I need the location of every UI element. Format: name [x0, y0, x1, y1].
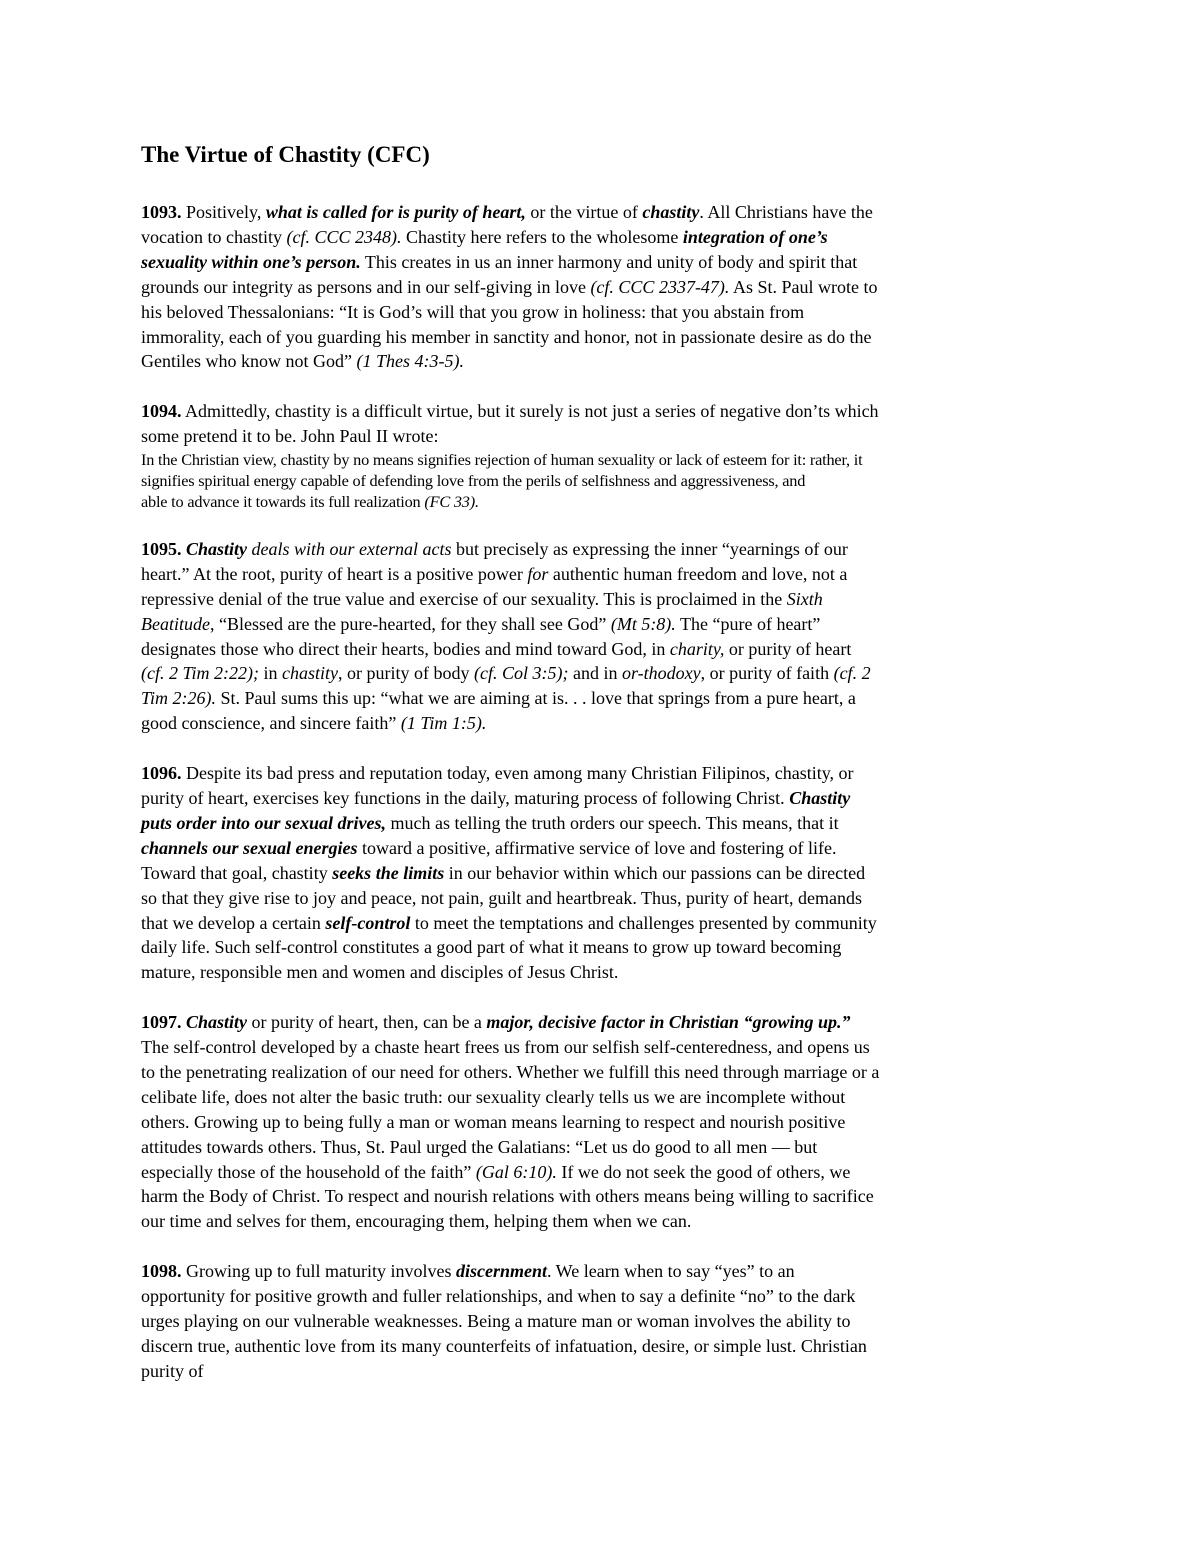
emphasis-text: sexuality within one’s person. — [141, 251, 361, 272]
body-text: Admittedly, chastity is a difficult virtue, but it surely is not just a series of negative don’ts which — [181, 401, 879, 422]
paragraph-1098 — [141, 1259, 1061, 1384]
text-line — [141, 200, 1061, 225]
body-text: The self-control developed by a chaste heart frees us from our selfish self-centeredness, and opens us — [141, 1037, 870, 1058]
text-line — [141, 300, 1061, 325]
body-text: Toward that goal, chastity — [141, 862, 333, 883]
text-line — [141, 1284, 1061, 1309]
text-line — [141, 836, 1061, 861]
body-text: and in — [568, 663, 622, 684]
body-text: designates those who direct their hearts, bodies and mind toward God, in — [141, 638, 670, 659]
text-line — [141, 811, 1061, 836]
paragraph-number: 1098. — [141, 1261, 182, 1282]
paragraph-number: 1095. — [141, 538, 182, 559]
citation-text: Beatitude — [141, 613, 210, 634]
citation-text: (Mt 5:8). — [610, 613, 676, 634]
citation-text: (FC 33). — [424, 492, 479, 512]
body-text: harm the Body of Christ. To respect and nourish relations with others means being willing to sacrifice — [141, 1186, 874, 1207]
body-text: so that they give rise to joy and peace, not pain, guilt and heartbreak. Thus, purity of heart, demands — [141, 887, 862, 908]
document-page — [141, 140, 1061, 1409]
body-text: or purity of heart, then, can be a — [247, 1012, 487, 1033]
body-text: , or purity of faith — [700, 663, 834, 684]
body-text: Growing up to full maturity involves — [181, 1261, 456, 1282]
citation-text: or-thodoxy — [621, 663, 701, 684]
citation-text: (cf. Col 3:5); — [473, 663, 569, 684]
body-text: others. Growing up to being fully a man or woman means learning to respect and nourish positive — [141, 1111, 846, 1132]
body-text: in — [258, 663, 282, 684]
body-text: , “Blessed are the pure-hearted, for they shall see God” — [209, 613, 611, 634]
body-text: Positively, — [181, 202, 266, 222]
paragraph-1097 — [141, 1010, 1061, 1234]
emphasis-text: Chastity — [186, 1012, 248, 1033]
body-text: that we develop a certain — [141, 912, 326, 933]
emphasis-text: seeks the limits — [332, 862, 445, 883]
text-line — [141, 761, 1061, 786]
paragraph-1094 — [141, 399, 1061, 512]
text-line — [141, 1160, 1061, 1185]
body-text: vocation to chastity — [141, 226, 287, 247]
document-body — [141, 200, 1061, 1384]
emphasis-text: integration of one’s — [682, 226, 828, 247]
emphasis-text: Chastity — [186, 538, 248, 559]
emphasis-text: puts order into our sexual drives, — [141, 812, 387, 833]
body-text: This creates in us an inner harmony and unity of body and spirit that — [360, 251, 858, 272]
citation-text: (1 Thes 4:3-5). — [356, 351, 464, 372]
body-text: purity of heart, exercises key functions in the daily, maturing process of following Christ. — [141, 787, 790, 808]
text-line — [141, 1035, 1061, 1060]
emphasis-text: Chastity — [789, 787, 851, 808]
citation-text: Tim 2:26). — [141, 688, 217, 709]
emphasis-text: what is called for is purity of heart, — [265, 202, 526, 222]
body-text: especially those of the household of the faith” — [141, 1161, 476, 1182]
text-line — [141, 325, 1061, 350]
text-line — [141, 1309, 1061, 1334]
text-line — [141, 491, 1061, 512]
text-line — [141, 587, 1061, 612]
text-line — [141, 1010, 1061, 1035]
document-title: The Virtue of Chastity (CFC) — [141, 142, 430, 167]
paragraph-number: 1096. — [141, 763, 182, 784]
body-text: In the Christian view, chastity by no means signifies rejection of human sexuality or lack of esteem for it: rather, it — [141, 450, 863, 470]
emphasis-text: major, decisive factor in Christian “growing up.” — [486, 1012, 851, 1033]
body-text: As St. Paul wrote to — [729, 276, 878, 297]
citation-text: charity, — [669, 638, 725, 659]
text-line — [141, 612, 1061, 637]
text-line — [141, 1060, 1061, 1085]
emphasis-text: self-control — [325, 912, 411, 933]
body-text: grounds our integrity as persons and in our self-giving in love — [141, 276, 591, 297]
body-text: purity of — [141, 1360, 204, 1381]
text-line — [141, 911, 1061, 936]
text-line — [141, 960, 1061, 985]
text-line — [141, 275, 1061, 300]
text-line — [141, 250, 1061, 275]
text-line — [141, 711, 1061, 736]
text-line — [141, 935, 1061, 960]
emphasis-text: chastity — [642, 202, 700, 222]
body-text: but precisely as expressing the inner “yearnings of our — [451, 538, 848, 559]
citation-text: (cf. 2 — [833, 663, 871, 684]
citation-text: (1 Tim 1:5). — [400, 713, 487, 734]
paragraph-number: 1093. — [141, 202, 182, 222]
citation-text: (cf. CCC 2337-47). — [590, 276, 730, 297]
body-text: in our behavior within which our passions can be directed — [444, 862, 866, 883]
text-line — [141, 1184, 1061, 1209]
body-text: heart.” At the root, purity of heart is a positive power — [141, 563, 528, 584]
text-line — [141, 661, 1061, 686]
text-line — [141, 1209, 1061, 1234]
block-quote — [141, 449, 1061, 512]
text-line — [141, 449, 1061, 470]
body-text: to the penetrating realization of our need for others. Whether we fulfill this need through marriage or a — [141, 1061, 880, 1082]
body-text: urges playing on our vulnerable weaknesses. Being a mature man or woman involves the ability to — [141, 1310, 851, 1331]
text-line — [141, 1085, 1061, 1110]
citation-text: (cf. CCC 2348). — [286, 226, 402, 247]
text-line — [141, 537, 1061, 562]
body-text: to meet the temptations and challenges presented by community — [410, 912, 877, 933]
body-text: discern true, authentic love from its many counterfeits of infatuation, desire, or simple lust. Christian — [141, 1335, 867, 1356]
body-text: The “pure of heart” — [675, 613, 821, 634]
text-line — [141, 399, 1061, 424]
body-text: , or purity of body — [338, 663, 474, 684]
text-line — [141, 470, 1061, 491]
body-text: his beloved Thessalonians: “It is God’s will that you grow in holiness: that you abstain from — [141, 301, 805, 322]
body-text: If we do not seek the good of others, we — [556, 1161, 851, 1182]
body-text: authentic human freedom and love, not a — [548, 563, 848, 584]
body-text: mature, responsible men and women and disciples of Jesus Christ. — [141, 962, 619, 983]
body-text: or the virtue of — [525, 202, 643, 222]
body-text: our time and selves for them, encouraging them, helping them when we can. — [141, 1211, 692, 1232]
text-line — [141, 349, 1061, 374]
body-text: toward a positive, affirmative service of love and fostering of life. — [357, 837, 837, 858]
body-text: daily life. Such self-control constitutes a good part of what it means to grow up toward becoming — [141, 937, 842, 958]
text-line — [141, 424, 1061, 449]
emphasis-text: discernment — [455, 1261, 547, 1282]
body-text: immorality, each of you guarding his member in sanctity and honor, not in passionate desire as do the — [141, 326, 872, 347]
text-line — [141, 1259, 1061, 1284]
citation-text: (cf. 2 Tim 2:22); — [141, 663, 259, 684]
emphasis-text: channels our sexual energies — [141, 837, 358, 858]
body-text: Despite its bad press and reputation today, even among many Christian Filipinos, chastity, or — [181, 763, 854, 784]
text-line — [141, 786, 1061, 811]
citation-text: deals with our external acts — [251, 538, 452, 559]
paragraph-number: 1094. — [141, 401, 182, 422]
text-line — [141, 1359, 1061, 1384]
body-text: some pretend it to be. John Paul II wrote: — [141, 426, 439, 447]
body-text: Gentiles who know not God” — [141, 351, 357, 372]
text-line — [141, 861, 1061, 886]
citation-text: for — [527, 563, 549, 584]
text-line — [141, 1334, 1061, 1359]
text-line — [141, 225, 1061, 250]
body-text: . All Christians have the — [699, 202, 873, 222]
citation-text: (Gal 6:10). — [475, 1161, 557, 1182]
body-text: opportunity for positive growth and fuller relationships, and when to say a definite “no” to the dark — [141, 1286, 856, 1307]
body-text: signifies spiritual energy capable of defending love from the perils of selfishness and aggressiveness, and — [141, 471, 806, 491]
text-line — [141, 1135, 1061, 1160]
paragraph-1093 — [141, 200, 1061, 374]
body-text: St. Paul sums this up: “what we are aiming at is. . . love that springs from a pure heart, a — [216, 688, 856, 709]
text-line — [141, 637, 1061, 662]
paragraph-1095 — [141, 537, 1061, 736]
text-line — [141, 886, 1061, 911]
body-text: good conscience, and sincere faith” — [141, 713, 401, 734]
paragraph-1096 — [141, 761, 1061, 985]
body-text: or purity of heart — [724, 638, 852, 659]
paragraph-number: 1097. — [141, 1012, 182, 1033]
body-text: attitudes towards others. Thus, St. Paul urged the Galatians: “Let us do good to all men — but — [141, 1136, 818, 1157]
body-text: . We learn when to say “yes” to an — [547, 1261, 795, 1282]
body-text: much as telling the truth orders our speech. This means, that it — [386, 812, 839, 833]
text-line — [141, 562, 1061, 587]
citation-text: Sixth — [786, 588, 823, 609]
text-line — [141, 1110, 1061, 1135]
body-text: able to advance it towards its full realization — [141, 492, 425, 512]
body-text: repressive denial of the true value and exercise of our sexuality. This is proclaimed in the — [141, 588, 787, 609]
body-text: celibate life, does not alter the basic truth: our sexuality clearly tells us we are incomplete without — [141, 1086, 846, 1107]
body-text: Chastity here refers to the wholesome — [401, 226, 683, 247]
citation-text: chastity — [282, 663, 338, 684]
text-line — [141, 686, 1061, 711]
